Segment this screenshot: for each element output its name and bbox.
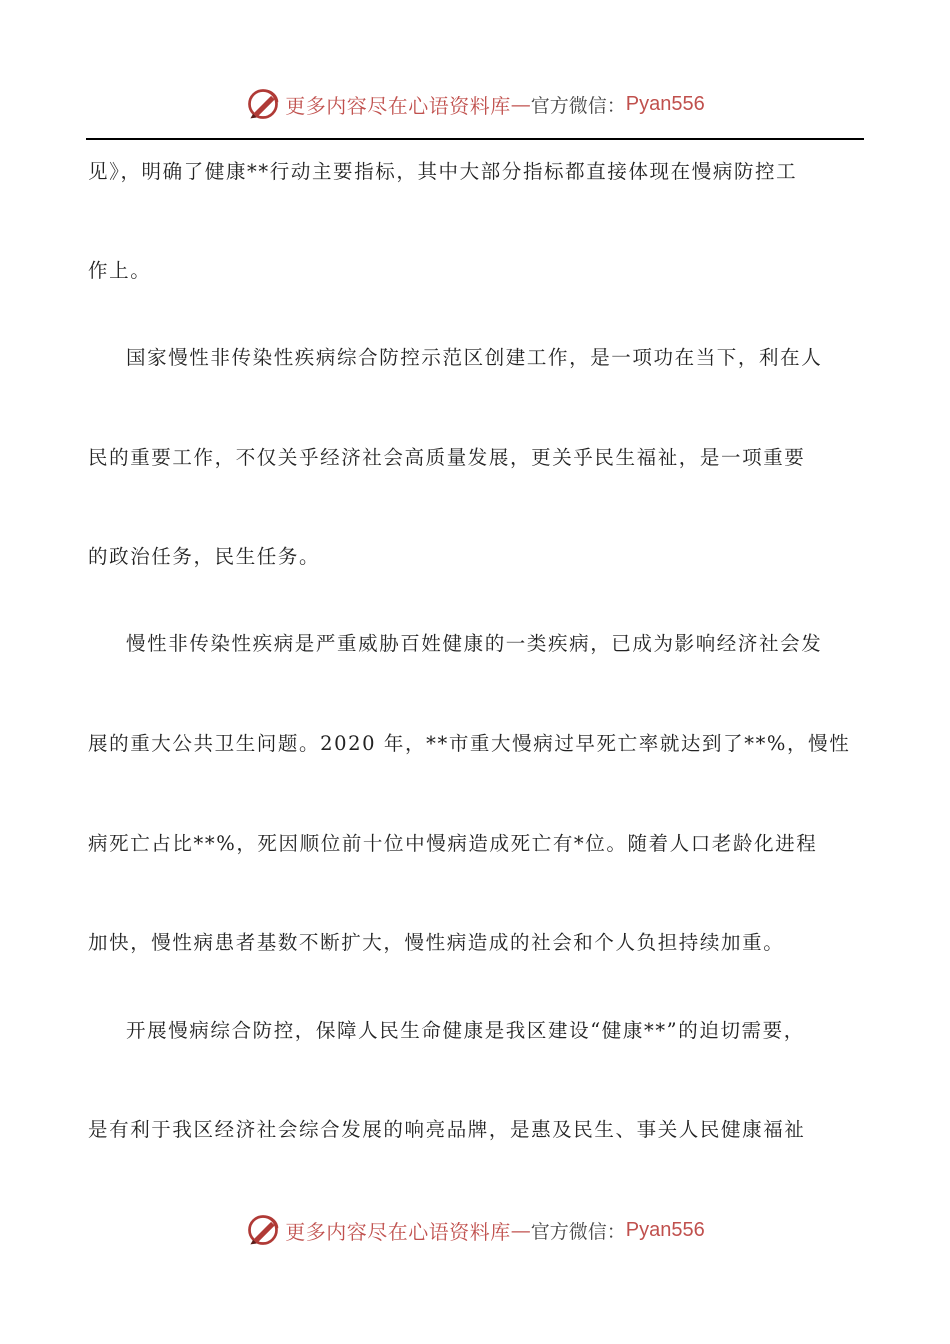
banner-wechat-id: Pyan556 (625, 1218, 705, 1241)
banner-dash: — (510, 92, 531, 116)
text-line: 作上。 (88, 259, 152, 282)
pen-logo-icon (245, 1212, 281, 1248)
text-line: 加快，慢性病患者基数不断扩大，慢性病造成的社会和个人负担持续加重。 (88, 931, 785, 954)
text-line: 的政治任务，民生任务。 (88, 545, 321, 568)
text-line: 见》，明确了健康**行动主要指标，其中大部分指标都直接体现在慢病防控工 (88, 160, 798, 183)
footer-banner (0, 1210, 950, 1250)
banner-wechat-id: Pyan556 (625, 92, 705, 115)
text-line: 民的重要工作，不仅关乎经济社会高质量发展，更关乎民生福祉，是一项重要 (88, 446, 806, 469)
banner-wechat-label: 官方微信： (530, 1220, 626, 1243)
text-line: 国家慢性非传染性疾病综合防控示范区创建工作，是一项功在当下，利在人 (126, 346, 823, 369)
banner-main-text: 更多内容尽在心语资料库 (285, 1219, 511, 1244)
text-line: 展的重大公共卫生问题。2020 年，**市重大慢病过早死亡率就达到了**%，慢性 (88, 732, 851, 755)
text-line: 慢性非传染性疾病是严重威胁百姓健康的一类疾病，已成为影响经济社会发 (126, 632, 823, 655)
banner-main-text: 更多内容尽在心语资料库 (285, 93, 511, 118)
header-banner (0, 84, 950, 124)
text-line: 病死亡占比**%，死因顺位前十位中慢病造成死亡有*位。随着人口老龄化进程 (88, 832, 818, 855)
banner-dash: — (510, 1218, 531, 1242)
banner-wechat-label: 官方微信： (530, 94, 626, 117)
header-divider (86, 138, 864, 140)
text-line: 开展慢病综合防控，保障人民生命健康是我区建设“健康**”的迫切需要， (126, 1019, 805, 1042)
pen-logo-icon (245, 86, 281, 122)
text-line: 是有利于我区经济社会综合发展的响亮品牌，是惠及民生、事关人民健康福祉 (88, 1118, 806, 1141)
